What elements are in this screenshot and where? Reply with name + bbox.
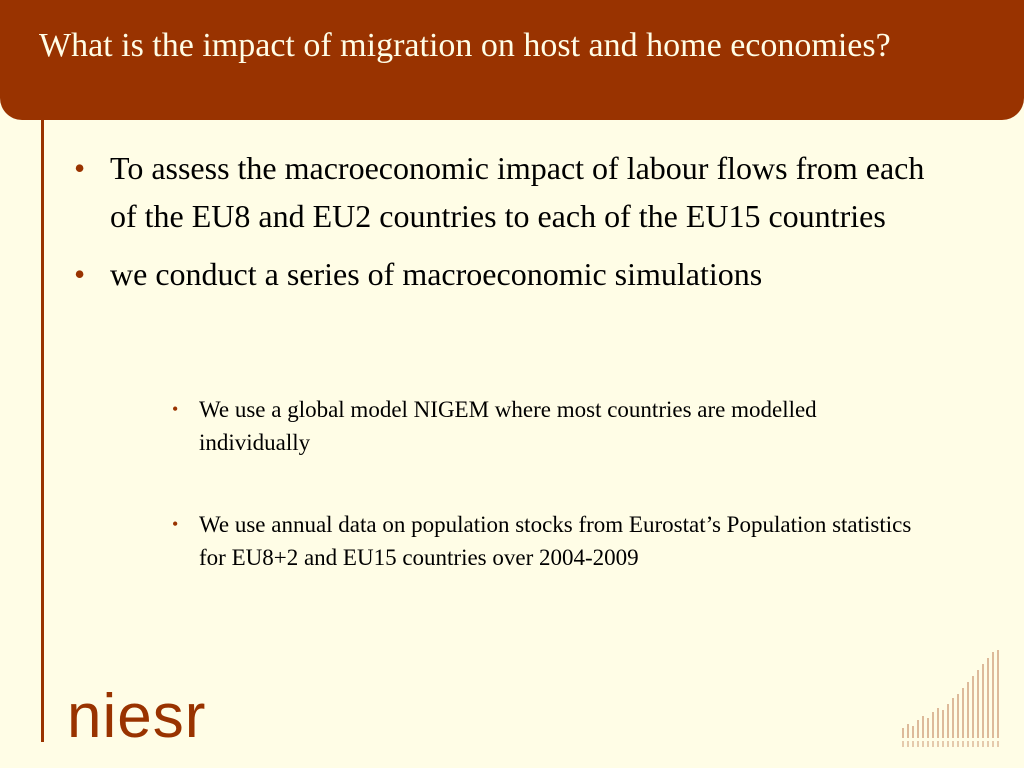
sub-bullet-text: We use a global model NIGEM where most countries are modelled individually <box>199 397 817 455</box>
sub-bullet-text: We use annual data on population stocks from Eurostat’s Population statistics for EU8+2 and EU15 countries over 2004-2009 <box>199 512 912 570</box>
bullet-item <box>72 250 952 298</box>
bullet-text: To assess the macroeconomic impact of labour flows from each of the EU8 and EU2 countries to each of the EU15 countries <box>110 150 925 234</box>
bullet-icon: • <box>74 256 86 292</box>
bullet-text: we conduct a series of macroeconomic simulations <box>110 256 763 292</box>
bullet-item <box>72 144 952 240</box>
niesr-logo: niesr <box>67 682 207 751</box>
left-divider-line <box>41 120 44 742</box>
sub-bullet-list <box>172 393 932 459</box>
title-bar <box>0 0 1024 120</box>
sub-bullet-item <box>172 393 932 459</box>
slide-title: What is the impact of migration on host and home economies? <box>39 27 891 64</box>
bullet-icon: • <box>172 399 179 419</box>
main-bullet-list <box>72 144 952 308</box>
sub-bullet-item <box>172 508 932 574</box>
sub-bullet-list <box>172 508 932 574</box>
bullet-icon: • <box>172 514 179 534</box>
bullet-icon: • <box>74 150 86 186</box>
bar-pattern-graphic <box>895 650 1010 750</box>
